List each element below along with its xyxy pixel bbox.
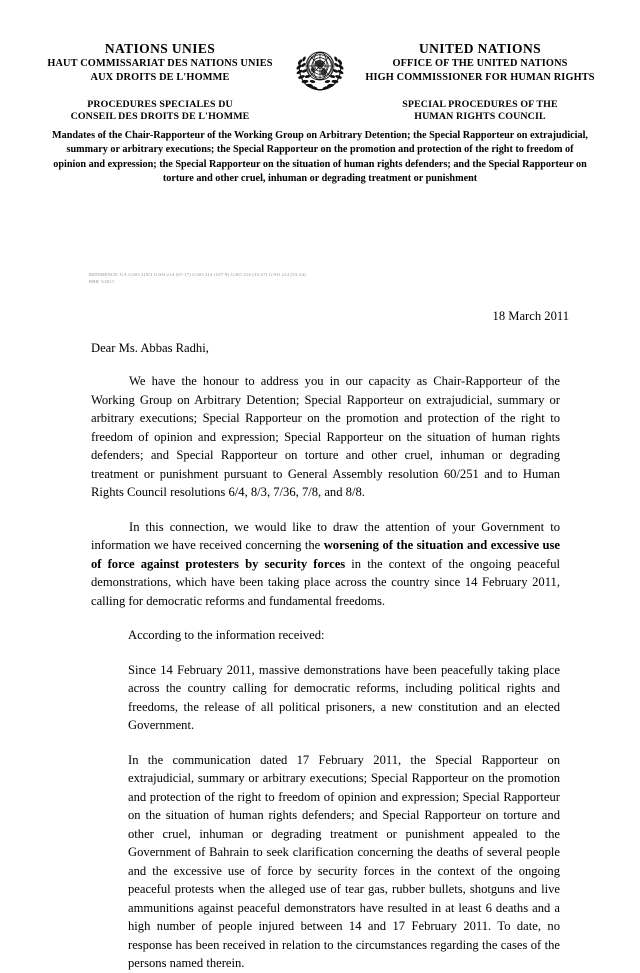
org-subtitle-french-line2: AUX DROITS DE L'HOMME [90,72,230,84]
org-subtitle-english-line2: HIGH COMMISSIONER FOR HUMAN RIGHTS [365,72,595,84]
org-subtitle-english-line1: OFFICE OF THE UNITED NATIONS [392,58,568,70]
letter-body [0,341,640,973]
emphasis-worsening-situation: worsening of the situation and excessive use of force against protesters by security forces [91,538,560,571]
procedures-english-line2: HUMAN RIGHTS COUNCIL [414,111,546,123]
paragraph-text-after-emphasis: in the context of the ongoing peaceful demonstrations, which have been taking place across the country since 14 February 2011, calling for democratic reforms and fundamental freedoms. [91,556,561,608]
reference-block [0,271,640,286]
reference-line-1: REFERENCE: UA G/SO 218/2 G/SO 214 (67-17) G/SO 214 (107-9) G/SO 214 (33-27) G/SO 214 (53-24) [89,271,306,277]
paragraph-since-14-february: Since 14 February 2011, massive demonstrations have been peacefully taking place across the country calling for democratic reforms, including political rights and freedoms, the release of all political prisoners, a new constitution and an elected Government. [128,662,560,732]
paragraph-text-before-emphasis: In this connection, we would like to draw the attention of your Government to information we have received concerning the [91,519,560,552]
paragraph-in-this-connection [91,518,560,611]
un-emblem-icon [290,42,350,97]
org-name-english: UNITED NATIONS [419,41,541,56]
procedures-block-english [360,99,600,124]
org-name-french: NATIONS UNIES [104,41,216,56]
paragraph-according-to-information: According to the information received: [128,628,325,642]
procedures-french-line1: PROCEDURES SPECIALES DU [87,98,233,110]
procedures-english-line1: SPECIAL PROCEDURES OF THE [402,98,558,110]
emblem-container [282,41,358,97]
paragraph-honour-to-address: We have the honour to address you in our capacity as Chair-Rapporteur of the Working Group on Arbitrary Detention; Special Rapporteur on extrajudicial, summary or arbitrary executions; Special Rapporteur on the promotion and protection of the right to freedom of opinion and expression; Special Rapporteur on the situation of human rights defenders; and Special Rapporteur on torture and other cruel, inhuman or degrading treatment or punishment pursuant to General Assembly resolution 60/251 and to Human Rights Council resolutions 6/4, 8/3, 7/36, 7/8, and 8/8. [91,374,560,499]
org-subtitle-french-line1: HAUT COMMISSARIAT DES NATIONS UNIES [47,58,273,70]
letterhead-english-column [358,41,600,124]
mandates-statement: Mandates of the Chair-Rapporteur of the Working Group on Arbitrary Detention; the Special Rapporteur on extrajudicial, summary or arbitrary executions; the Special Rapporteur on the promotion and protection of the right to freedom of opinion and expression; the Special Rapporteur on the situation of human rights defenders; and the Special Rapporteur on torture and other cruel, inhuman or degrading treatment or punishment [52,129,588,185]
procedures-block-french [40,99,280,124]
letterhead [0,0,640,124]
letterhead-french-column [40,41,282,124]
paragraph-communication-17-february: In the communication dated 17 February 2011, the Special Rapporteur on extrajudicial, summary or arbitrary executions; Special Rapporteur on the promotion and protection of the right to freedom of opinion and expression; Special Rapporteur on the situation of human rights defenders; and Special Rapporteur on torture and other cruel, inhuman or degrading treatment or punishment appealed to the Government of Bahrain to seek clarification concerning the deaths of several people and the excessive use of force by security forces in the context of the ongoing peaceful protests when the alleged use of tear gas, rubber bullets, shotguns and live ammunitions against peaceful demonstrators have resulted in at least 6 deaths and a high number of people injured between 14 and 17 February 2011. To date, no response has been received in relation to the circumstances regarding the cases of the persons named therein. [128,752,560,970]
letter-date: 18 March 2011 [492,309,569,323]
reference-line-2: BHR 3/2011 [89,279,115,285]
procedures-french-line2: CONSEIL DES DROITS DE L'HOMME [70,111,250,123]
salutation: Dear Ms. Abbas Radhi, [91,341,209,355]
